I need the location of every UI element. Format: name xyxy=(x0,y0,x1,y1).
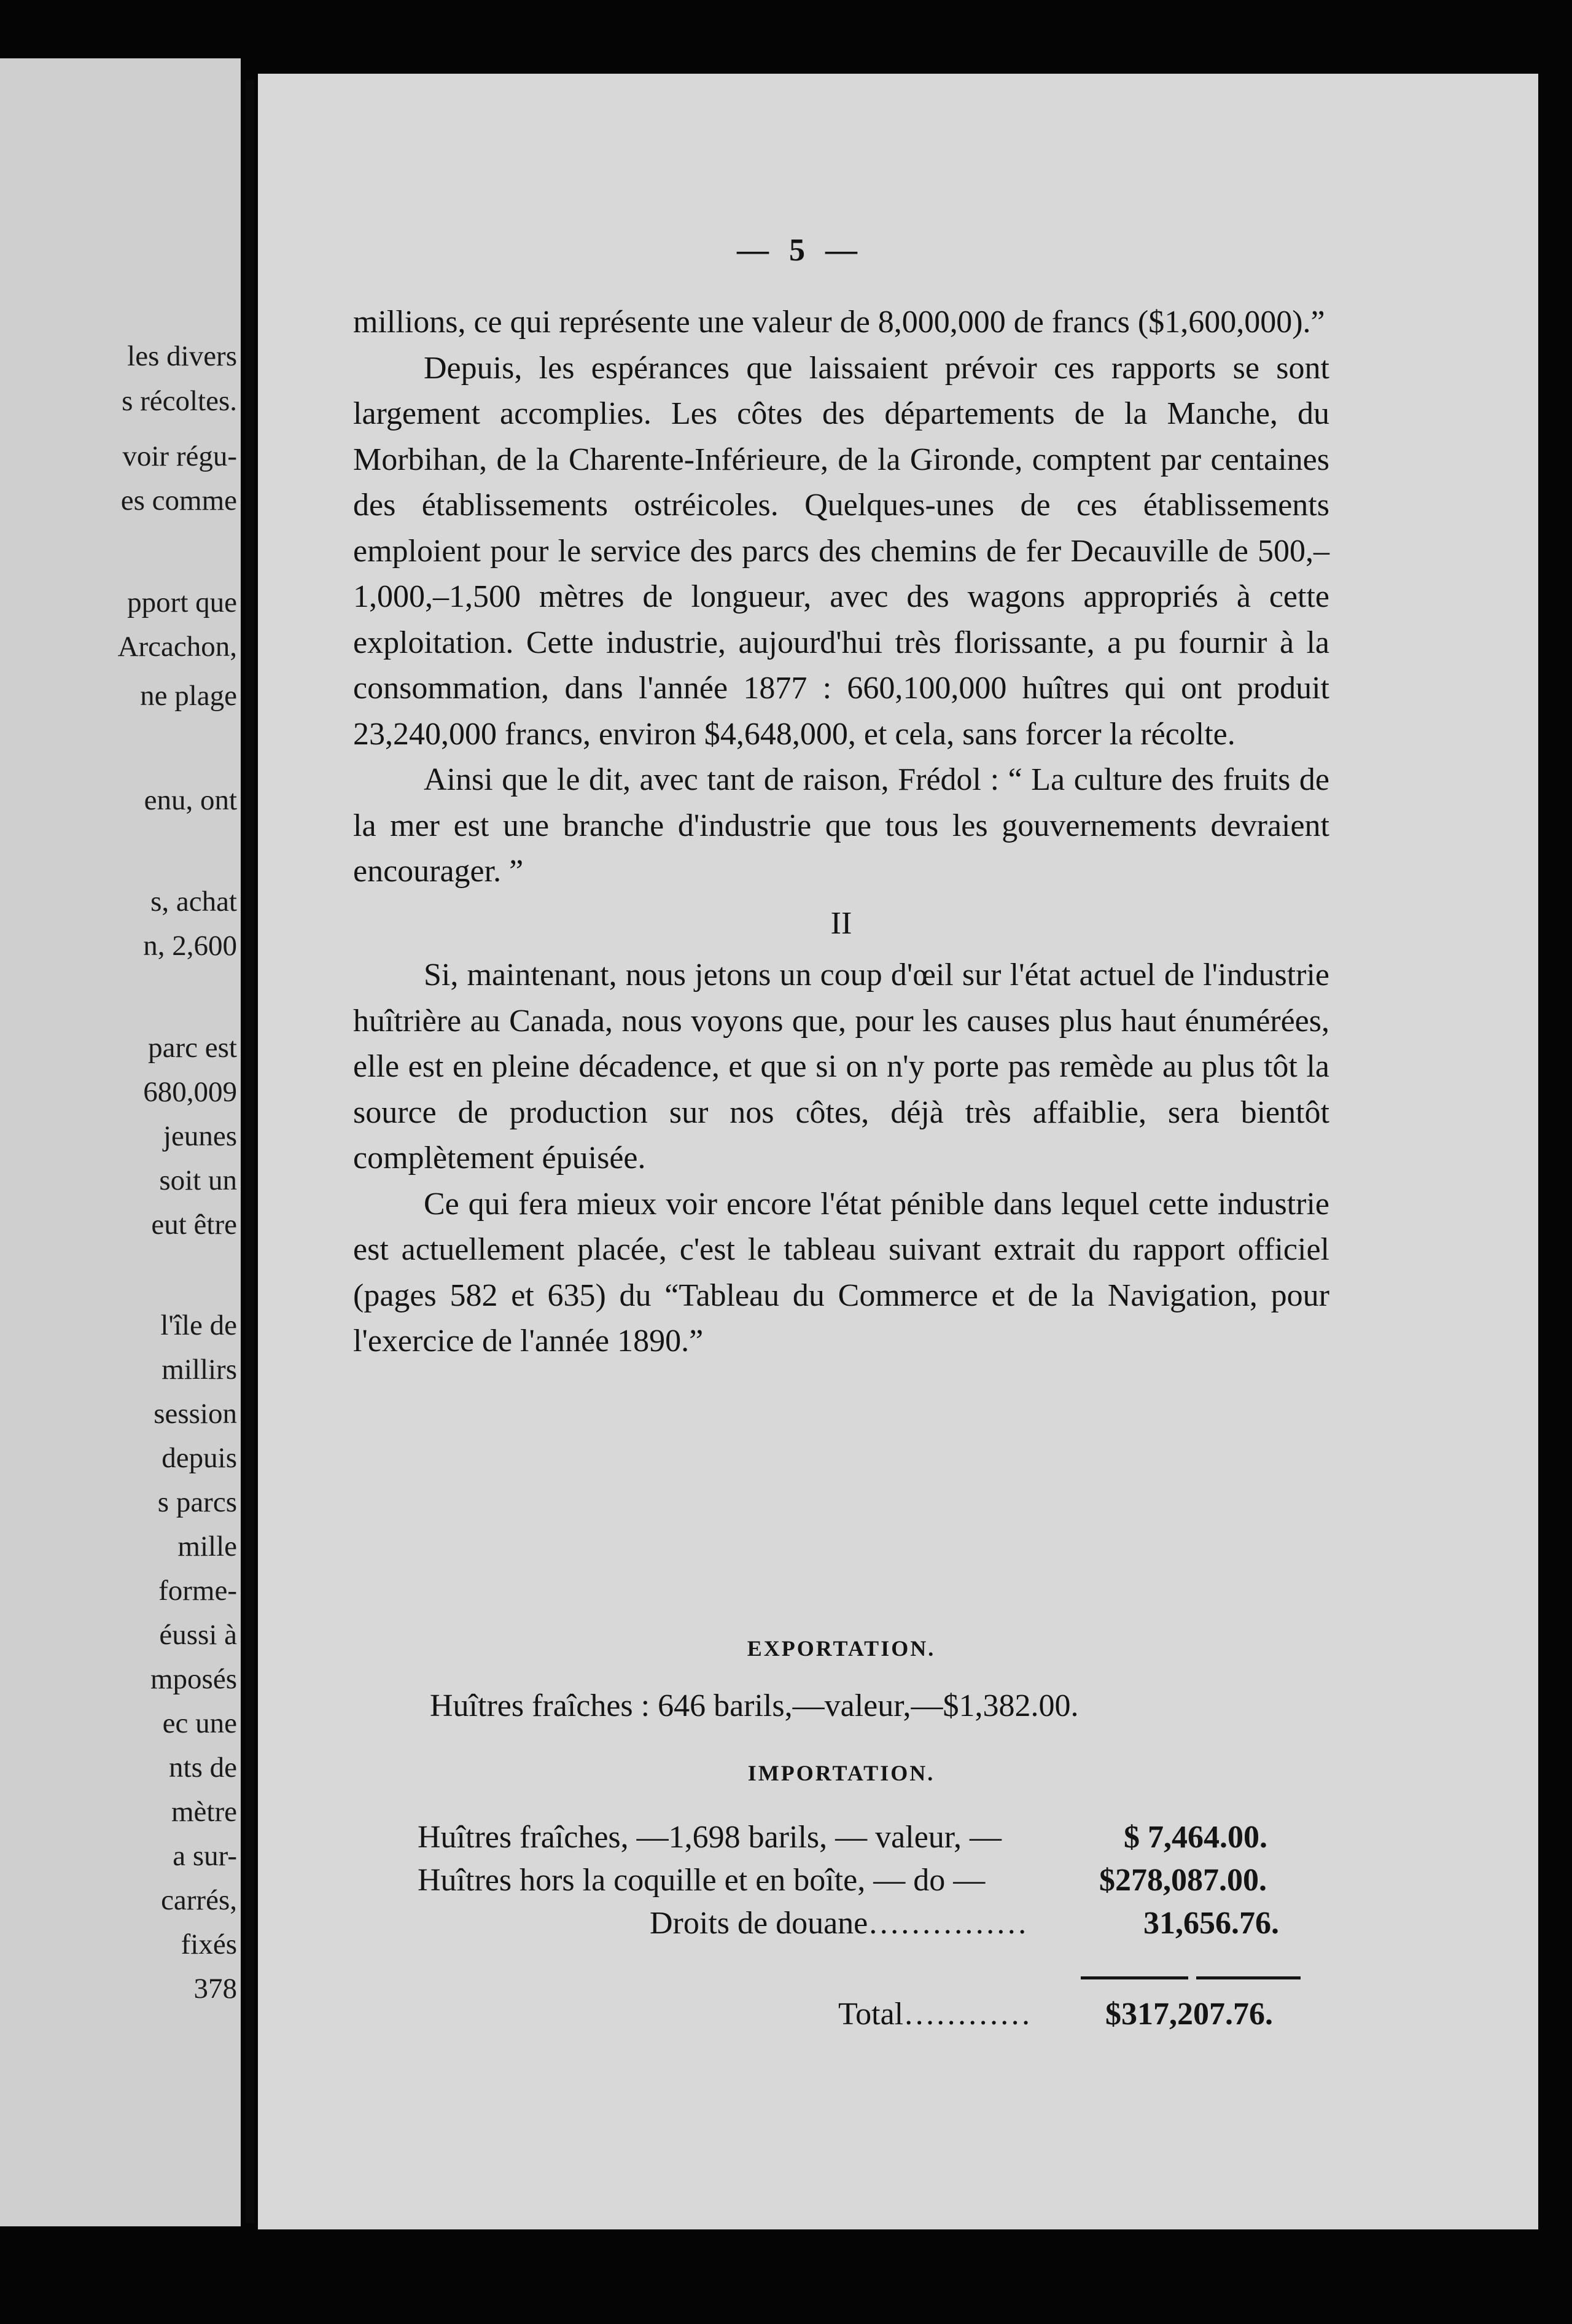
left-text-line: depuis xyxy=(161,1442,237,1474)
left-text-line: fixés xyxy=(181,1928,237,1960)
left-text-line: jeunes xyxy=(163,1120,237,1152)
left-text-line: carrés, xyxy=(161,1884,237,1916)
left-text-line: enu, ont xyxy=(144,784,237,816)
left-text-line: mposés xyxy=(150,1663,237,1695)
page-number: — 5 — xyxy=(737,233,863,268)
left-text-line: s parcs xyxy=(157,1486,237,1518)
left-text-line: 680,009 xyxy=(143,1076,237,1108)
import-row-amount: 31,656.76. xyxy=(1143,1906,1279,1941)
import-row-amount: $278,087.00. xyxy=(1099,1863,1267,1898)
import-row-label: Huîtres fraîches, —1,698 barils, — valeur, — xyxy=(418,1820,1002,1855)
import-row-amount: $ 7,464.00. xyxy=(1124,1820,1267,1855)
paragraph: Depuis, les espérances que laissaient prévoir ces rapports se sont largement accomplies. Les côtes des départements de la Manche, du Morbihan, de la Charente-Inférieure, de la Gironde, comptent par centaines des établissements ostréicoles. Quelques-unes de ces établissements emploient pour le service des parcs des chemins de fer Decauville de 500,–1,000,–1,500 mètres de longueur, avec des wagons appropriés à cette exploitation. Cette industrie, aujourd'hui très florissante, a pu fournir à la consommation, dans l'année 1877 : 660,100,000 huîtres qui ont produit 23,240,000 francs, environ $4,648,000, et cela, sans forcer la récolte. xyxy=(353,350,1329,752)
left-text-line: ec une xyxy=(162,1707,237,1739)
import-row-label: Huîtres hors la coquille et en boîte, — do — xyxy=(418,1863,986,1898)
previous-page-fragment xyxy=(0,58,241,2226)
left-text-line: mètre xyxy=(171,1796,237,1828)
left-text-line: l'île de xyxy=(160,1309,237,1341)
importation-heading: IMPORTATION. xyxy=(747,1761,935,1785)
left-text-line: s, achat xyxy=(150,886,237,918)
left-text-line: session xyxy=(154,1398,237,1430)
left-text-line: es comme xyxy=(120,485,237,517)
paragraph: Si, maintenant, nous jetons un coup d'œil sur l'état actuel de l'industrie huîtrière au Canada, nous voyons que, pour les causes plus haut énumérées, elle est en pleine décadence, et que si on n'y porte pas remède au plus tôt la source de production sur nos côtes, déjà très affaiblie, sera bientôt complètement épuisée. xyxy=(353,957,1329,1176)
left-text-line: eut être xyxy=(151,1209,237,1241)
left-text-line: forme- xyxy=(158,1575,237,1607)
total-amount: $317,207.76. xyxy=(1105,1997,1273,2032)
import-row-label: Droits de douane…………… xyxy=(650,1906,1028,1941)
left-text-line: pport que xyxy=(127,587,237,618)
total-label: Total………… xyxy=(838,1997,1032,2032)
left-text-line: millirs xyxy=(161,1354,237,1386)
left-text-line: n, 2,600 xyxy=(143,930,237,962)
exportation-heading: EXPORTATION. xyxy=(747,1636,936,1661)
paragraph: Ce qui fera mieux voir encore l'état pénible dans lequel cette industrie est actuellement placée, c'est le tableau suivant extrait du rapport officiel (pages 582 et 635) du “Tableau du Commerce et de la Navigation, pour l'exercice de l'année 1890.” xyxy=(353,1186,1329,1359)
paragraph: Ainsi que le dit, avec tant de raison, Frédol : “ La culture des fruits de la mer est une branche d'industrie que tous les gouvernements devraient encourager. ” xyxy=(353,762,1329,889)
left-text-line: nts de xyxy=(169,1752,237,1784)
sum-rule xyxy=(1196,1976,1301,1979)
left-text-line: s récoltes. xyxy=(122,385,237,417)
left-text-line: 378 xyxy=(193,1973,237,2005)
left-text-line: a sur- xyxy=(173,1840,237,1872)
body-text xyxy=(353,300,1329,1365)
left-text-line: voir régu- xyxy=(122,440,237,472)
left-text-line: mille xyxy=(177,1530,237,1562)
paragraph: millions, ce qui représente une valeur de 8,000,000 de francs ($1,600,000).” xyxy=(353,305,1325,340)
left-text-line: soit un xyxy=(159,1164,237,1196)
left-text-line: ne plage xyxy=(140,680,237,712)
sum-rule xyxy=(1081,1976,1188,1979)
page-gutter xyxy=(246,80,254,2223)
left-text-line: éussi à xyxy=(159,1619,237,1651)
left-text-line: Arcachon, xyxy=(117,631,237,663)
section-number: II xyxy=(830,905,852,941)
left-text-line: parc est xyxy=(148,1032,237,1064)
left-text-line: les divers xyxy=(127,340,237,372)
exportation-line: Huîtres fraîches : 646 barils,—valeur,—$1,382.00. xyxy=(430,1688,1079,1723)
